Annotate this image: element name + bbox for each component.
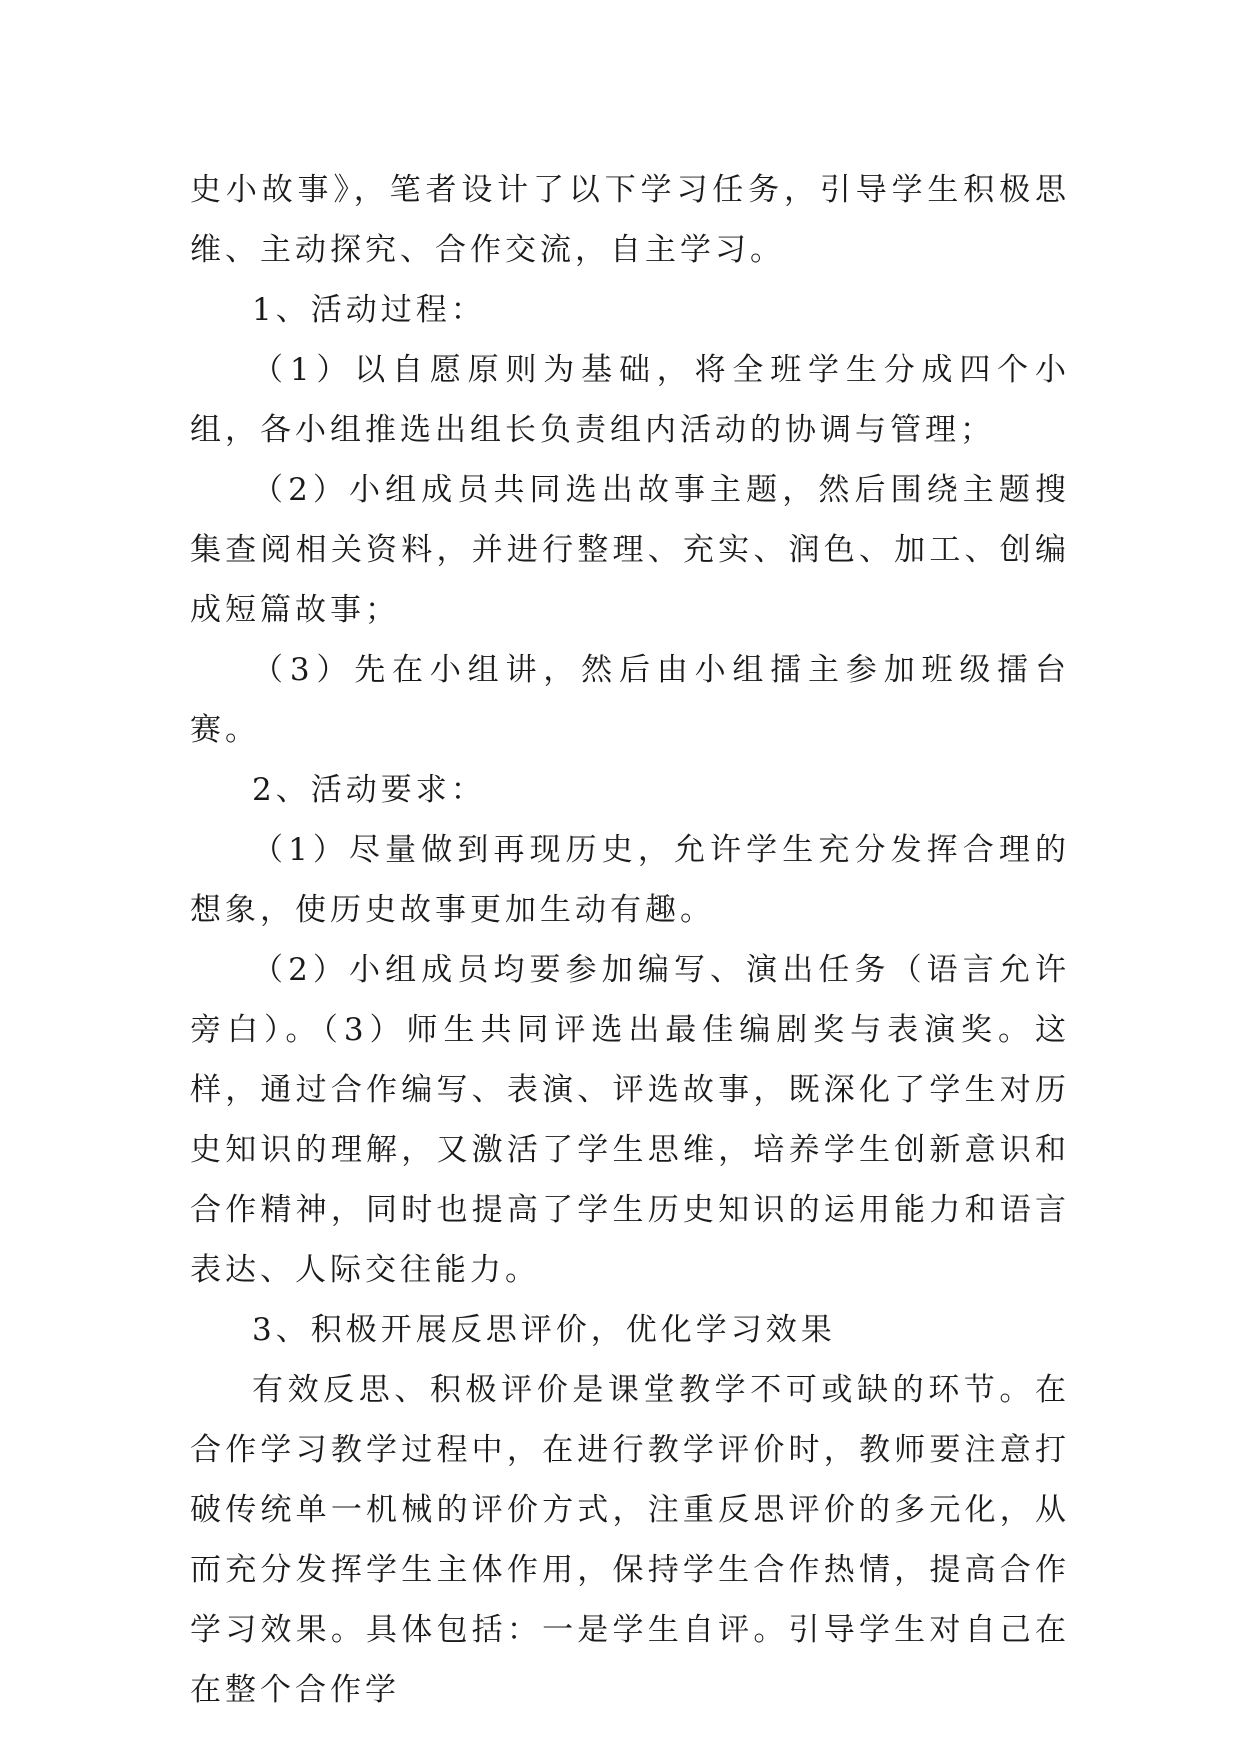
list-item-requirement-2-3: （2）小组成员均要参加编写、演出任务（语言允许旁白）。（3）师生共同评选出最佳编剧奖与表演奖。这样，通过合作编写、表演、评选故事，既深化了学生对历史知识的理解，又激活了学生思维，培养学生创新意识和合作精神，同时也提高了学生历史知识的运用能力和语言表达、人际交往能力。 xyxy=(190,952,1070,1288)
paragraph-continued-intro: 史小故事》，笔者设计了以下学习任务，引导学生积极思维、主动探究、合作交流，自主学习。 xyxy=(190,172,1070,268)
document-body xyxy=(190,160,1070,1720)
paragraph-reflection-body: 有效反思、积极评价是课堂教学不可或缺的环节。在合作学习教学过程中，在进行教学评价时，教师要注意打破传统单一机械的评价方式，注重反思评价的多元化，从而充分发挥学生主体作用，保持学生合作热情，提高合作学习效果。具体包括：一是学生自评。引导学生对自己在在整个合作学 xyxy=(190,1372,1070,1708)
list-item-process-2: （2）小组成员共同选出故事主题，然后围绕主题搜集查阅相关资料，并进行整理、充实、润色、加工、创编成短篇故事； xyxy=(190,472,1070,628)
heading-reflection-evaluation: 3、积极开展反思评价，优化学习效果 xyxy=(252,1312,836,1348)
heading-activity-process: 1、活动过程： xyxy=(252,292,486,328)
list-item-process-3: （3）先在小组讲，然后由小组擂主参加班级擂台赛。 xyxy=(190,652,1070,748)
heading-activity-requirements: 2、活动要求： xyxy=(252,772,486,808)
list-item-process-1: （1）以自愿原则为基础，将全班学生分成四个小组，各小组推选出组长负责组内活动的协调与管理； xyxy=(190,352,1070,448)
list-item-requirement-1: （1）尽量做到再现历史，允许学生充分发挥合理的想象，使历史故事更加生动有趣。 xyxy=(190,832,1070,928)
